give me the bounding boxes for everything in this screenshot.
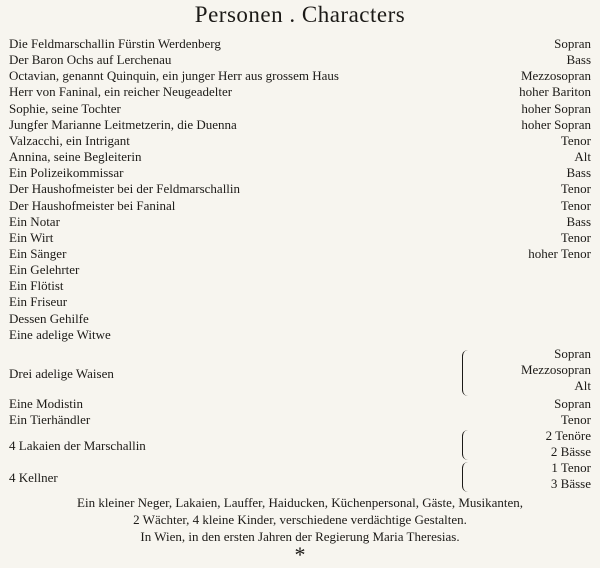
role-name: Ein Sänger (9, 245, 67, 261)
role-name: Ein Friseur (9, 294, 68, 310)
cast-row (9, 52, 591, 68)
role-name: Ein Notar (9, 213, 60, 229)
voice-label: 1 Tenor (551, 460, 591, 475)
cast-row (9, 101, 591, 117)
cast-row (9, 214, 591, 230)
cast-row-waisen (9, 366, 591, 382)
cast-row (9, 181, 591, 197)
cast-row (9, 311, 591, 327)
brace-waisen (462, 350, 468, 396)
voice-label: hoher Sopran (521, 100, 591, 116)
role-name: Eine adelige Witwe (9, 326, 111, 342)
footer-line: 2 Wächter, 4 kleine Kinder, verschiedene verdächtige Gestalten. (133, 512, 467, 527)
role-name: Drei adelige Waisen (9, 366, 114, 381)
role-name: Ein Polizeikommissar (9, 165, 124, 181)
footer-line: Ein kleiner Neger, Lakaien, Lauffer, Haiducken, Küchenpersonal, Gäste, Musikanten, (77, 495, 523, 510)
voice-label: Sopran (554, 346, 591, 361)
voice-label: hoher Bariton (519, 84, 591, 100)
role-name: 4 Lakaien der Marschallin (9, 438, 146, 453)
brace-lakaien (462, 430, 468, 460)
role-name: Herr von Faninal, ein reicher Neugeadelter (9, 84, 233, 100)
voice-label: Mezzosopran (520, 362, 591, 377)
cast-row (9, 36, 591, 52)
cast-row (9, 246, 591, 262)
cast-row (9, 327, 591, 343)
cast-row (9, 294, 591, 310)
cast-row (9, 278, 591, 294)
role-name: Sophie, seine Tochter (9, 100, 121, 116)
role-name: Ein Flötist (9, 278, 64, 294)
voice-label: Bass (566, 165, 591, 181)
cast-row-tierhaendler (9, 412, 591, 428)
cast-row (9, 262, 591, 278)
role-name: Ein Tierhändler (9, 412, 91, 427)
cast-row (9, 84, 591, 100)
role-name: Die Feldmarschallin Fürstin Werdenberg (9, 36, 221, 51)
page-title: Personen . Characters (194, 2, 406, 27)
role-name: Ein Wirt (9, 229, 54, 245)
voice-label: hoher Sopran (521, 116, 591, 132)
footer-line: In Wien, in den ersten Jahren der Regierung Maria Theresias. (140, 529, 460, 544)
voice-label: 3 Bässe (550, 476, 591, 491)
voice-label: Alt (574, 149, 591, 165)
voice-label: Tenor (560, 132, 591, 148)
voice-group-lakaien (546, 428, 591, 460)
role-name: Der Baron Ochs auf Lerchenau (9, 52, 172, 68)
voice-label: Mezzosopran (520, 68, 591, 84)
role-name: Jungfer Marianne Leitmetzerin, die Duenna (9, 116, 237, 132)
cast-row-kellner (9, 470, 591, 486)
voice-group-waisen (521, 346, 591, 394)
voice-label: Tenor (560, 412, 591, 427)
role-name: Valzacchi, ein Intrigant (9, 132, 130, 148)
voice-label: Alt (574, 378, 591, 393)
voice-label: Sopran (554, 36, 591, 51)
voice-label: Bass (566, 213, 591, 229)
cast-row (9, 198, 591, 214)
role-name: 4 Kellner (9, 470, 58, 485)
voice-label: Bass (566, 52, 591, 68)
cast-row (9, 230, 591, 246)
brace-kellner (462, 462, 468, 492)
cast-row (9, 133, 591, 149)
voice-label: Tenor (560, 197, 591, 213)
role-name: Annina, seine Begleiterin (9, 149, 142, 165)
asterisk-mark: * (294, 542, 306, 567)
role-name: Der Haushofmeister bei der Feldmarschallin (9, 181, 241, 197)
cast-row (9, 165, 591, 181)
role-name: Der Haushofmeister bei Faninal (9, 197, 176, 213)
voice-label: hoher Tenor (528, 245, 591, 261)
cast-row (9, 68, 591, 84)
voice-label: 2 Bässe (550, 444, 591, 459)
cast-row (9, 149, 591, 165)
role-name: Ein Gelehrter (9, 262, 80, 278)
voice-label: Tenor (560, 229, 591, 245)
cast-row-lakaien (9, 438, 591, 454)
voice-group-kellner (551, 460, 591, 492)
cast-row (9, 117, 591, 133)
role-name: Octavian, genannt Quinquin, ein junger Herr aus grossem Haus (9, 68, 339, 84)
role-name: Eine Modistin (9, 396, 84, 411)
voice-label: 2 Tenöre (545, 428, 591, 443)
voice-label: Sopran (554, 396, 591, 411)
cast-row-modistin (9, 396, 591, 412)
voice-label: Tenor (560, 181, 591, 197)
role-name: Dessen Gehilfe (9, 310, 89, 326)
